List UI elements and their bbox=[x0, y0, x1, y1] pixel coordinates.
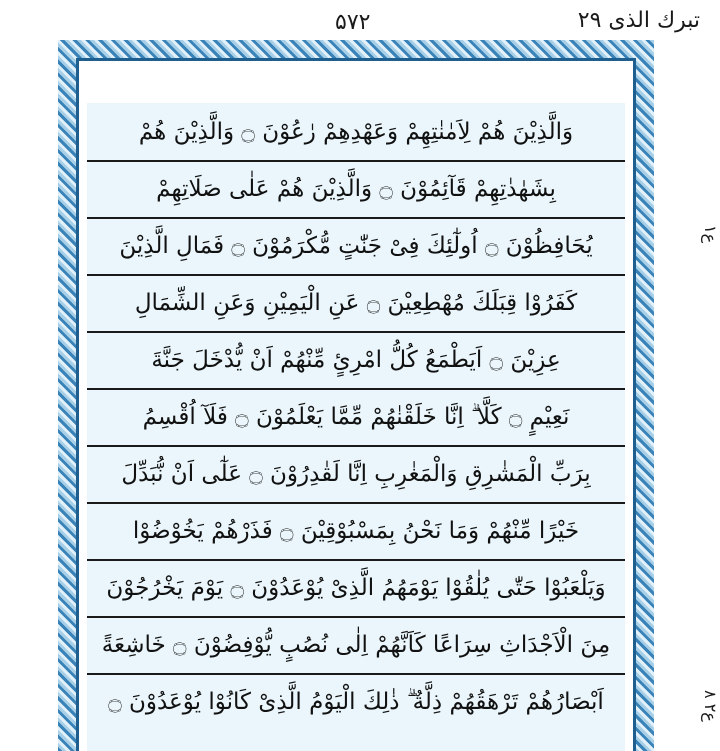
ruku-mark-top: ع١ bbox=[701, 225, 720, 244]
quran-text-area bbox=[87, 103, 625, 751]
text-line-9: وَيَلْعَبُوْا حَتّٰى يُلٰقُوْا يَوْمَهُمُ الَّذِىْ يُوْعَدُوْنَ ۝ يَوْمَ يَخْرُجُوْنَ bbox=[87, 559, 625, 618]
decorative-page-frame bbox=[58, 40, 654, 751]
page-header bbox=[0, 0, 720, 40]
page-number: ۵۷۲ bbox=[335, 10, 371, 35]
text-line-11: اَبْصَارُهُمْ تَرْهَقُهُمْ ذِلَّةٌ ۗ ذٰلِكَ الْيَوْمُ الَّذِىْ كَانُوْا يُوْعَدُوْنَ ۝ bbox=[108, 688, 604, 715]
text-line-5: عِزِيْنَ ۝ اَيَطْمَعُ كُلُّ امْرِئٍ مِّنْهُمْ اَنْ يُّدْخَلَ جَنَّةَ bbox=[87, 331, 625, 390]
frame-inner-border bbox=[76, 58, 636, 751]
ruku-mark-bottom: ع٢ ٨ bbox=[701, 690, 720, 722]
text-line-4: كَفَرُوْا قِبَلَكَ مُهْطِعِيْنَ ۝ عَنِ الْيَمِيْنِ وَعَنِ الشِّمَالِ bbox=[87, 274, 625, 333]
text-line-8: خَيْرًا مِّنْهُمْ وَمَا نَحْنُ بِمَسْبُوْقِيْنَ ۝ فَذَرْهُمْ يَخُوْضُوْا bbox=[87, 502, 625, 561]
juz-title: تبرك الذى ٢٩ bbox=[577, 8, 700, 33]
text-line-10: مِنَ الْاَجْدَاثِ سِرَاعًا كَاَنَّهُمْ اِلٰى نُصُبٍ يُّوْفِضُوْنَ ۝ خَاشِعَةً bbox=[87, 616, 625, 675]
text-line-2: بِشَهٰدٰتِهِمْ قَآئِمُوْنَ ۝ وَالَّذِيْنَ هُمْ عَلٰى صَلَاتِهِمْ bbox=[87, 160, 625, 219]
text-line-1: وَالَّذِيْنَ هُمْ لِاَمٰنٰتِهِمْ وَعَهْدِهِمْ رٰعُوْنَ ۝ وَالَّذِيْنَ هُمْ bbox=[87, 103, 625, 162]
text-line-6: نَعِيْمٍ ۝ كَلَّا ۗ اِنَّا خَلَقْنٰهُمْ مِّمَّا يَعْلَمُوْنَ ۝ فَلَآ اُقْسِمُ bbox=[87, 388, 625, 447]
text-line-3: يُحَافِظُوْنَ ۝ اُولٰٓئِكَ فِىْ جَنّٰتٍ مُّكْرَمُوْنَ ۝ فَمَالِ الَّذِيْنَ bbox=[87, 217, 625, 276]
text-line-7: بِرَبِّ الْمَشٰرِقِ وَالْمَغٰرِبِ اِنَّا لَقٰدِرُوْنَ ۝ عَلٰٓى اَنْ نُّبَدِّلَ bbox=[87, 445, 625, 504]
